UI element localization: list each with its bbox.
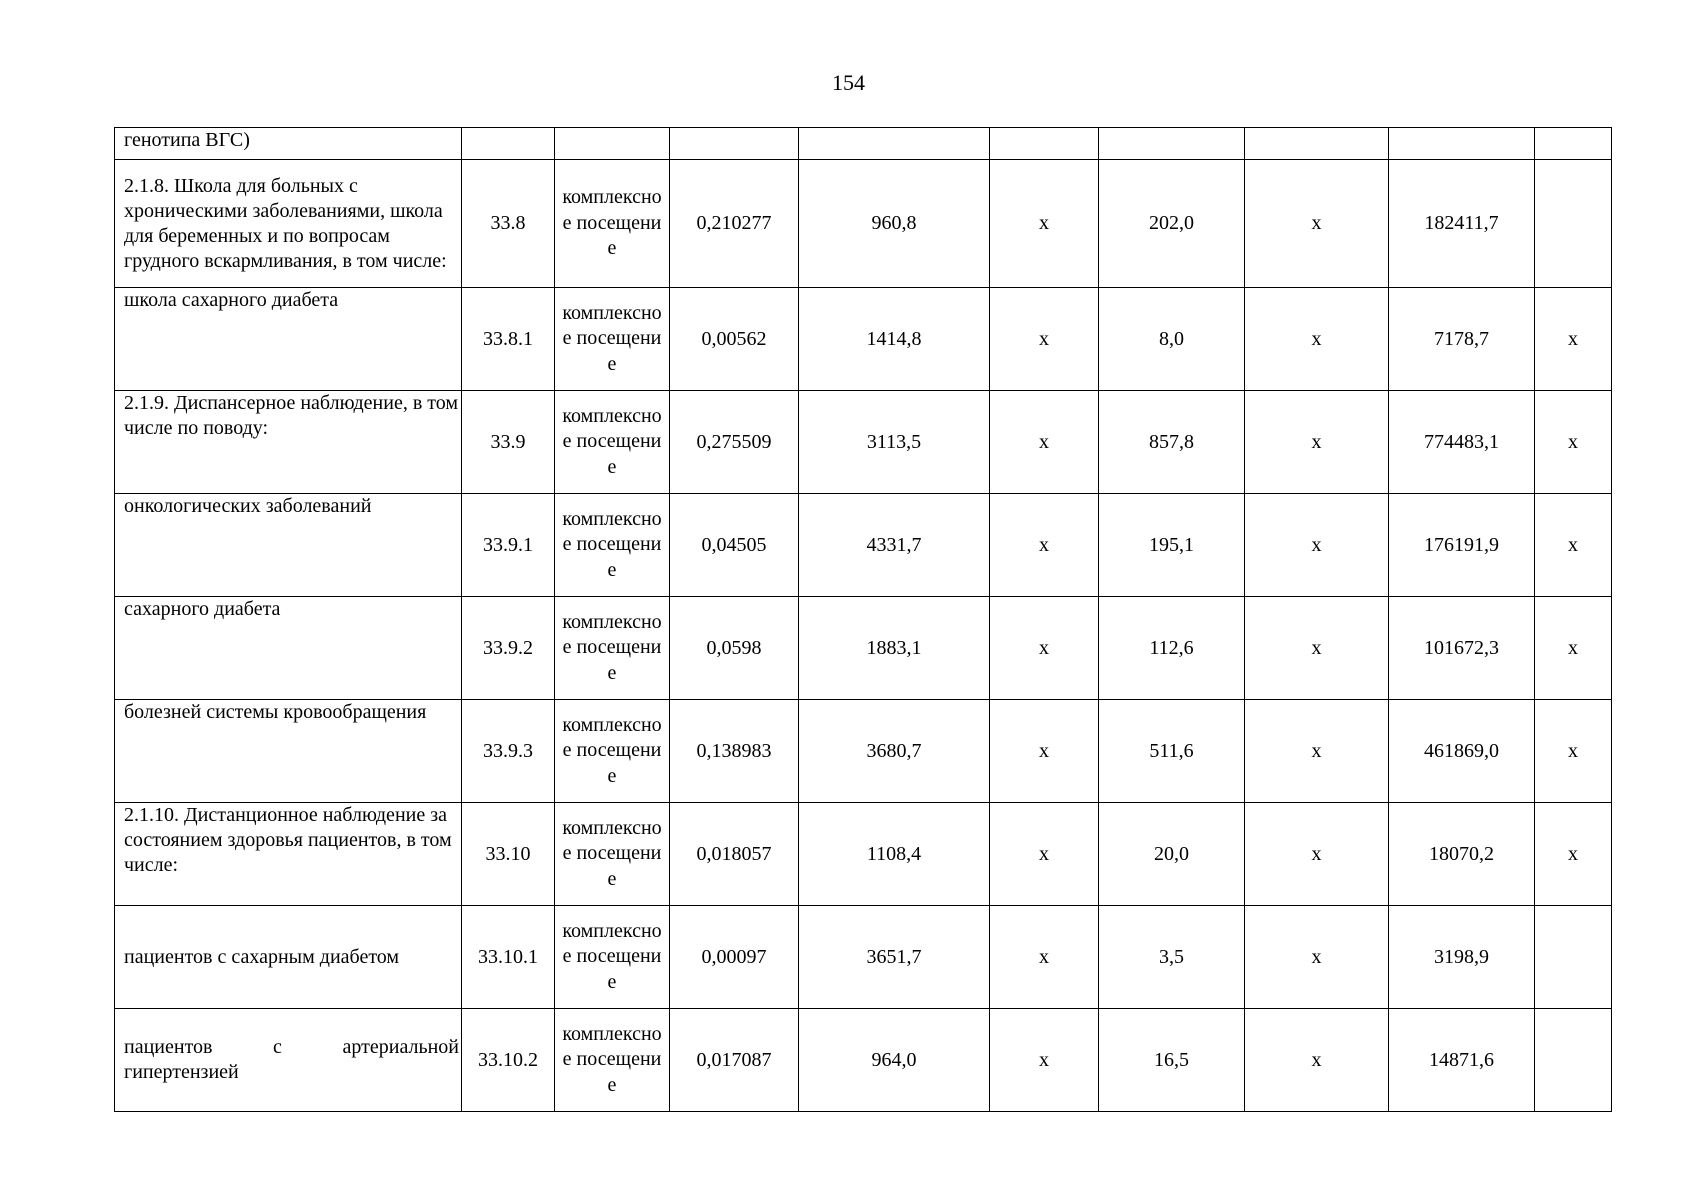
row-col6-cell: х (990, 288, 1099, 391)
row-col9-cell: 461869,0 (1389, 700, 1535, 803)
row-volume-cell (670, 128, 799, 160)
row-col8-cell: х (1245, 160, 1389, 288)
row-unit-cell: комплексное посещение (555, 288, 670, 391)
row-col7-cell: 857,8 (1099, 391, 1245, 494)
row-col10-cell: х (1535, 597, 1612, 700)
row-col7-cell (1099, 128, 1245, 160)
row-col9-cell (1389, 128, 1535, 160)
row-cost-cell (799, 128, 990, 160)
row-col6-cell: х (990, 160, 1099, 288)
row-col9-cell: 101672,3 (1389, 597, 1535, 700)
row-unit-cell: комплексное посещение (555, 1009, 670, 1112)
table-row (115, 1009, 1612, 1112)
row-code-cell: 33.8.1 (462, 288, 555, 391)
row-col7-cell: 8,0 (1099, 288, 1245, 391)
row-code-cell: 33.9.1 (462, 494, 555, 597)
row-code-cell (462, 128, 555, 160)
table-row (115, 494, 1612, 597)
row-volume-cell: 0,018057 (670, 803, 799, 906)
row-name-cell: пациентов с сахарным диабетом (115, 906, 462, 1009)
row-cost-cell: 1883,1 (799, 597, 990, 700)
row-col9-cell: 14871,6 (1389, 1009, 1535, 1112)
row-volume-cell: 0,0598 (670, 597, 799, 700)
row-unit-cell: комплексное посещение (555, 906, 670, 1009)
row-cost-cell: 3113,5 (799, 391, 990, 494)
table-row (115, 906, 1612, 1009)
row-name-cell: онкологических заболеваний (115, 494, 462, 597)
row-col6-cell: х (990, 597, 1099, 700)
row-col10-cell (1535, 1009, 1612, 1112)
row-col10-cell: х (1535, 391, 1612, 494)
row-col10-cell (1535, 160, 1612, 288)
row-col6-cell: х (990, 1009, 1099, 1112)
row-code-cell: 33.10.1 (462, 906, 555, 1009)
row-name-cell: 2.1.10. Дистанционное наблюдение за состоянием здоровья пациентов, в том числе: (115, 803, 462, 906)
row-volume-cell: 0,138983 (670, 700, 799, 803)
table-row (115, 160, 1612, 288)
row-col9-cell: 182411,7 (1389, 160, 1535, 288)
row-unit-cell: комплексное посещение (555, 700, 670, 803)
row-unit-cell: комплексное посещение (555, 160, 670, 288)
row-volume-cell: 0,00562 (670, 288, 799, 391)
row-volume-cell: 0,00097 (670, 906, 799, 1009)
row-cost-cell: 1108,4 (799, 803, 990, 906)
row-col10-cell: х (1535, 494, 1612, 597)
row-code-cell: 33.8 (462, 160, 555, 288)
row-cost-cell: 4331,7 (799, 494, 990, 597)
table-row (115, 803, 1612, 906)
row-col7-cell: 3,5 (1099, 906, 1245, 1009)
row-name-cell: сахарного диабета (115, 597, 462, 700)
row-col6-cell (990, 128, 1099, 160)
row-name-cell: 2.1.8. Школа для больных с хроническими заболеваниями, школа для беременных и по вопросам грудного вскармливания, в том числе: (115, 160, 462, 288)
table-row (115, 288, 1612, 391)
row-volume-cell: 0,017087 (670, 1009, 799, 1112)
row-col8-cell (1245, 128, 1389, 160)
row-cost-cell: 3680,7 (799, 700, 990, 803)
row-name-cell: генотипа ВГС) (115, 128, 462, 160)
row-col8-cell: х (1245, 597, 1389, 700)
row-col7-cell: 112,6 (1099, 597, 1245, 700)
row-col6-cell: х (990, 391, 1099, 494)
row-name-cell: болезней системы кровообращения (115, 700, 462, 803)
row-name-cell: школа сахарного диабета (115, 288, 462, 391)
row-name-cell: пациентов с артериальной гипертензией (115, 1009, 462, 1112)
row-unit-cell: комплексное посещение (555, 494, 670, 597)
row-cost-cell: 960,8 (799, 160, 990, 288)
row-col10-cell (1535, 906, 1612, 1009)
row-col7-cell: 20,0 (1099, 803, 1245, 906)
row-col6-cell: х (990, 700, 1099, 803)
row-col7-cell: 202,0 (1099, 160, 1245, 288)
row-col8-cell: х (1245, 288, 1389, 391)
row-code-cell: 33.9.2 (462, 597, 555, 700)
row-unit-cell: комплексное посещение (555, 803, 670, 906)
row-col7-cell: 16,5 (1099, 1009, 1245, 1112)
row-col7-cell: 511,6 (1099, 700, 1245, 803)
row-col8-cell: х (1245, 700, 1389, 803)
table-row (115, 391, 1612, 494)
row-name-cell: 2.1.9. Диспансерное наблюдение, в том числе по поводу: (115, 391, 462, 494)
row-code-cell: 33.9 (462, 391, 555, 494)
row-col7-cell: 195,1 (1099, 494, 1245, 597)
row-col8-cell: х (1245, 391, 1389, 494)
row-col6-cell: х (990, 906, 1099, 1009)
row-col8-cell: х (1245, 906, 1389, 1009)
row-col9-cell: 18070,2 (1389, 803, 1535, 906)
row-code-cell: 33.9.3 (462, 700, 555, 803)
row-unit-cell: комплексное посещение (555, 391, 670, 494)
row-unit-cell: комплексное посещение (555, 597, 670, 700)
row-cost-cell: 964,0 (799, 1009, 990, 1112)
row-col10-cell: х (1535, 803, 1612, 906)
row-col9-cell: 176191,9 (1389, 494, 1535, 597)
row-code-cell: 33.10.2 (462, 1009, 555, 1112)
row-col6-cell: х (990, 494, 1099, 597)
row-unit-cell (555, 128, 670, 160)
row-col8-cell: х (1245, 494, 1389, 597)
table-row (115, 128, 1612, 160)
row-cost-cell: 1414,8 (799, 288, 990, 391)
row-col10-cell: х (1535, 700, 1612, 803)
row-col8-cell: х (1245, 1009, 1389, 1112)
program-table (114, 127, 1612, 1112)
row-col9-cell: 3198,9 (1389, 906, 1535, 1009)
row-col9-cell: 7178,7 (1389, 288, 1535, 391)
row-volume-cell: 0,210277 (670, 160, 799, 288)
row-code-cell: 33.10 (462, 803, 555, 906)
row-cost-cell: 3651,7 (799, 906, 990, 1009)
row-col10-cell (1535, 128, 1612, 160)
row-volume-cell: 0,275509 (670, 391, 799, 494)
table-row (115, 597, 1612, 700)
row-col9-cell: 774483,1 (1389, 391, 1535, 494)
row-col6-cell: х (990, 803, 1099, 906)
page-number: 154 (832, 70, 865, 95)
row-col8-cell: х (1245, 803, 1389, 906)
row-col10-cell: х (1535, 288, 1612, 391)
row-volume-cell: 0,04505 (670, 494, 799, 597)
table-row (115, 700, 1612, 803)
